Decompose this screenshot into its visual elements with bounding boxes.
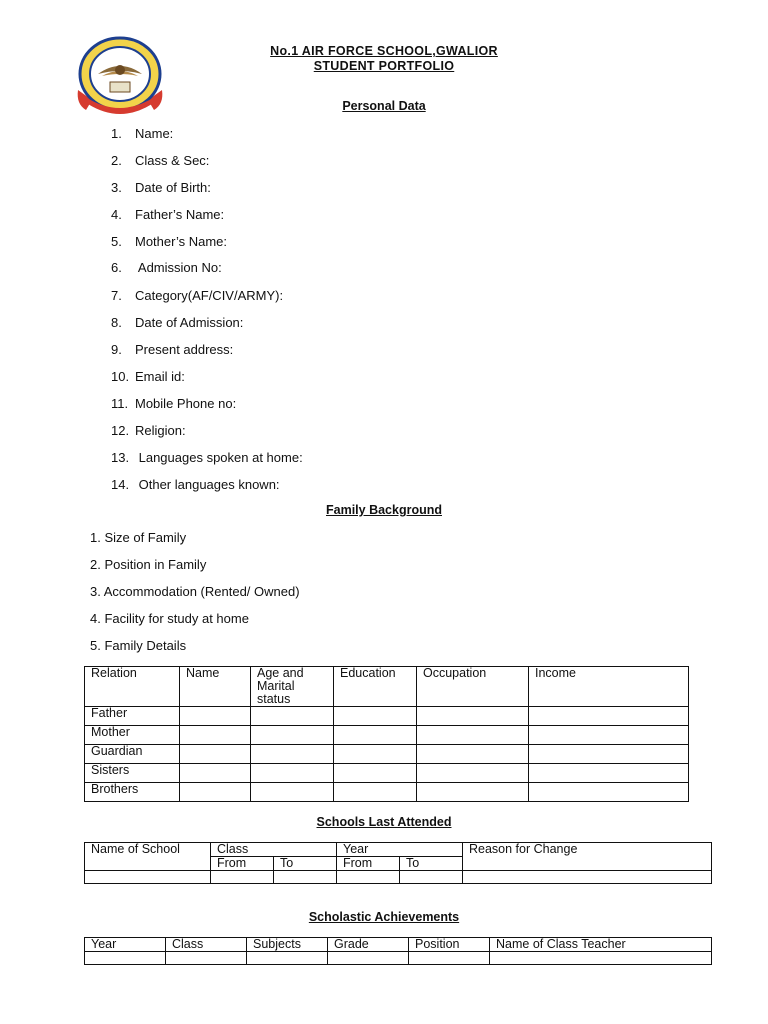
table-cell[interactable] — [274, 871, 337, 884]
table-cell[interactable] — [337, 871, 400, 884]
family-item: 3. Accommodation (Rented/ Owned) — [90, 584, 300, 599]
col-year: Year — [337, 843, 463, 857]
table-cell[interactable] — [166, 952, 247, 965]
col-relation: Relation — [85, 667, 180, 707]
scholastic-table — [84, 937, 712, 965]
table-cell[interactable] — [529, 764, 689, 783]
personal-data-item: 12. Religion: — [111, 423, 186, 438]
personal-data-item: 1. Name: — [111, 126, 174, 141]
col-year: Year — [85, 938, 166, 952]
personal-data-heading: Personal Data — [342, 99, 426, 113]
family-item: 2. Position in Family — [90, 557, 207, 572]
table-cell[interactable] — [417, 764, 529, 783]
table-row — [85, 745, 689, 764]
table-cell[interactable] — [334, 783, 417, 802]
personal-data-item: 4. Father’s Name: — [111, 207, 225, 222]
col-position: Position — [409, 938, 490, 952]
relation-cell: Mother — [85, 726, 180, 745]
table-cell[interactable] — [417, 707, 529, 726]
col-class: Class — [211, 843, 337, 857]
personal-data-item: 2. Class & Sec: — [111, 153, 210, 168]
table-cell[interactable] — [328, 952, 409, 965]
table-cell[interactable] — [180, 745, 251, 764]
table-cell[interactable] — [417, 783, 529, 802]
class-to: To — [274, 857, 337, 871]
col-class: Class — [166, 938, 247, 952]
personal-data-item: 13. Languages spoken at home: — [111, 450, 303, 465]
table-cell[interactable] — [251, 707, 334, 726]
col-subjects: Subjects — [247, 938, 328, 952]
year-to: To — [400, 857, 463, 871]
family-item: 1. Size of Family — [90, 530, 187, 545]
relation-cell: Sisters — [85, 764, 180, 783]
relation-cell: Brothers — [85, 783, 180, 802]
table-cell[interactable] — [529, 783, 689, 802]
col-grade: Grade — [328, 938, 409, 952]
table-row — [85, 726, 689, 745]
table-cell[interactable] — [211, 871, 274, 884]
table-cell[interactable] — [490, 952, 712, 965]
personal-data-item: 9. Present address: — [111, 342, 234, 357]
relation-cell: Guardian — [85, 745, 180, 764]
table-header-row — [85, 938, 712, 952]
personal-data-item: 14. Other languages known: — [111, 477, 280, 492]
personal-data-item: 7. Category(AF/CIV/ARMY): — [111, 288, 284, 303]
table-cell[interactable] — [529, 745, 689, 764]
school-name: No.1 AIR FORCE SCHOOL,GWALIOR — [270, 44, 498, 58]
family-item: 4. Facility for study at home — [90, 611, 249, 626]
table-row — [85, 707, 689, 726]
personal-data-item: 3. Date of Birth: — [111, 180, 211, 195]
table-row — [85, 764, 689, 783]
personal-data-item: 10. Email id: — [111, 369, 185, 384]
col-income: Income — [529, 667, 689, 707]
col-education: Education — [334, 667, 417, 707]
table-cell[interactable] — [251, 745, 334, 764]
col-school-name: Name of School — [85, 843, 211, 871]
personal-data-item: 11. Mobile Phone no: — [111, 396, 237, 411]
table-cell[interactable] — [180, 726, 251, 745]
table-cell[interactable] — [180, 707, 251, 726]
personal-data-item: 5. Mother’s Name: — [111, 234, 227, 249]
schools-table — [84, 842, 712, 884]
table-cell[interactable] — [409, 952, 490, 965]
table-cell[interactable] — [334, 745, 417, 764]
table-cell[interactable] — [334, 764, 417, 783]
family-background-heading: Family Background — [326, 503, 442, 517]
personal-data-item: 8. Date of Admission: — [111, 315, 244, 330]
table-cell[interactable] — [400, 871, 463, 884]
table-cell[interactable] — [417, 745, 529, 764]
family-details-table — [84, 666, 689, 802]
table-row — [85, 871, 712, 884]
schools-last-attended-heading: Schools Last Attended — [316, 815, 452, 829]
table-header-row — [85, 667, 689, 707]
table-cell[interactable] — [529, 707, 689, 726]
table-cell[interactable] — [251, 783, 334, 802]
table-cell[interactable] — [334, 726, 417, 745]
family-item: 5. Family Details — [90, 638, 187, 653]
col-reason: Reason for Change — [463, 843, 712, 871]
table-cell[interactable] — [251, 764, 334, 783]
table-cell[interactable] — [180, 783, 251, 802]
table-cell[interactable] — [247, 952, 328, 965]
table-cell[interactable] — [417, 726, 529, 745]
scholastic-achievements-heading: Scholastic Achievements — [308, 910, 460, 924]
table-row — [85, 952, 712, 965]
col-age-marital: Age and Marital status — [251, 667, 334, 707]
table-cell[interactable] — [529, 726, 689, 745]
table-cell[interactable] — [334, 707, 417, 726]
year-from: From — [337, 857, 400, 871]
relation-cell: Father — [85, 707, 180, 726]
table-cell[interactable] — [180, 764, 251, 783]
table-cell[interactable] — [463, 871, 712, 884]
table-cell[interactable] — [85, 952, 166, 965]
col-occupation: Occupation — [417, 667, 529, 707]
table-row — [85, 783, 689, 802]
table-header-row — [85, 843, 712, 857]
col-class-teacher: Name of Class Teacher — [490, 938, 712, 952]
table-cell[interactable] — [85, 871, 211, 884]
document-title: STUDENT PORTFOLIO — [313, 59, 455, 73]
personal-data-item: 6. Admission No: — [111, 260, 222, 275]
class-from: From — [211, 857, 274, 871]
col-name: Name — [180, 667, 251, 707]
table-cell[interactable] — [251, 726, 334, 745]
